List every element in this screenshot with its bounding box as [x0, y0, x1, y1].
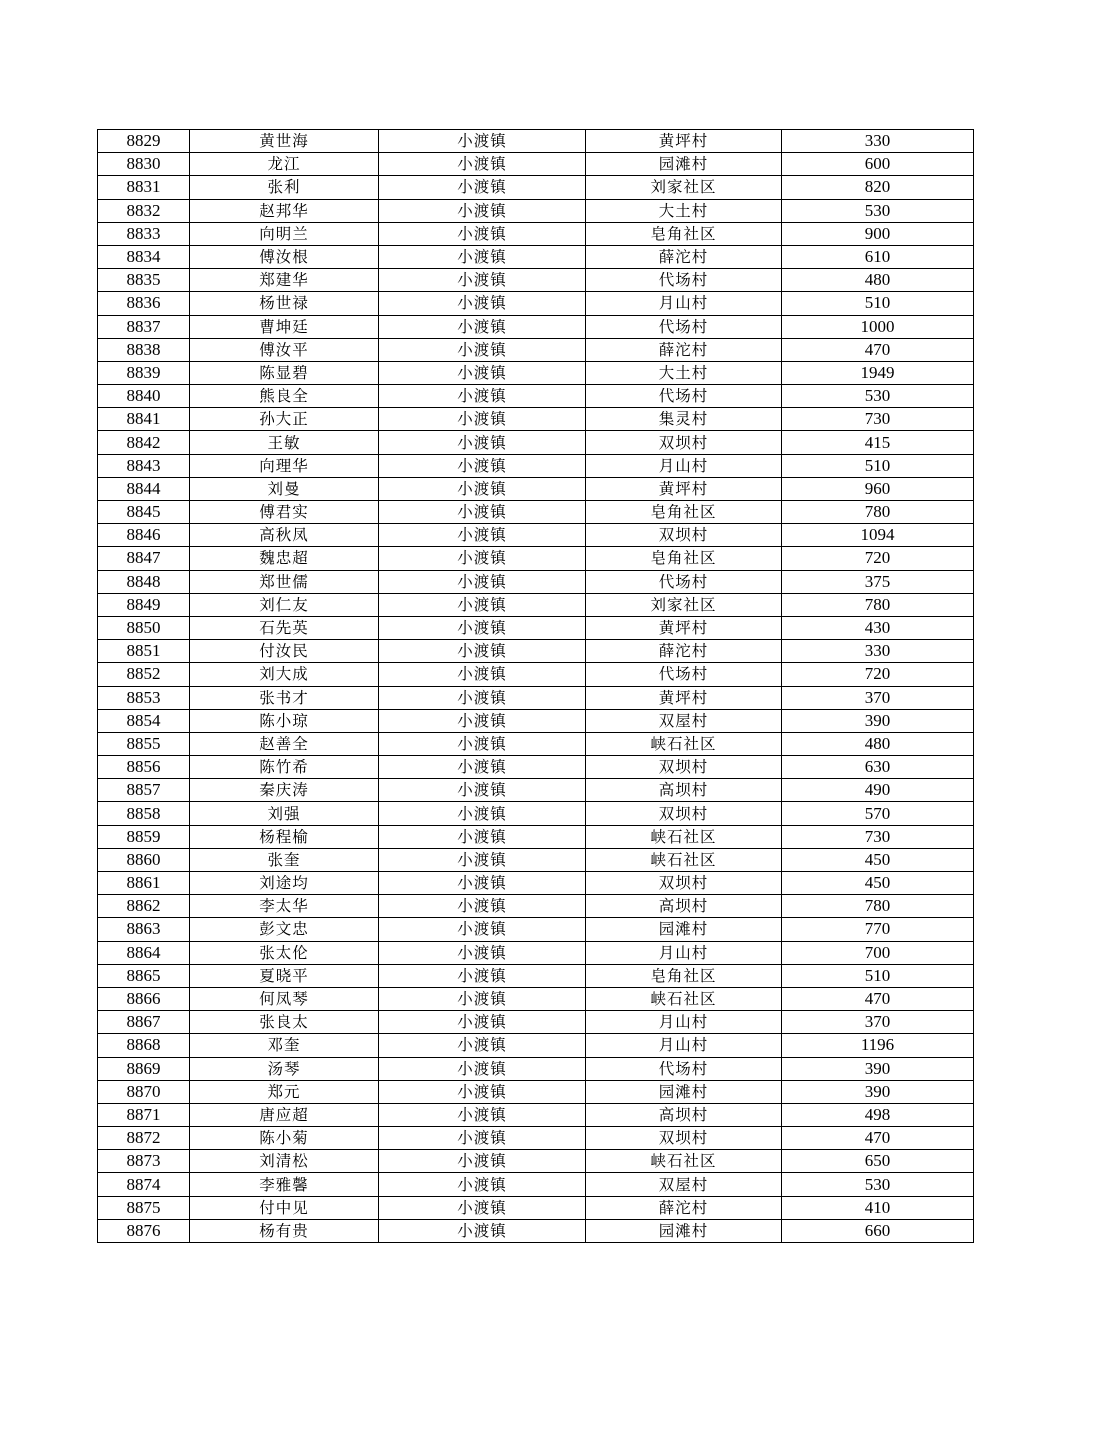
row-number-cell: 8869 — [98, 1057, 190, 1080]
amount-cell: 430 — [782, 616, 974, 639]
town-cell: 小渡镇 — [379, 454, 586, 477]
amount-cell: 530 — [782, 199, 974, 222]
village-cell: 薛沱村 — [586, 640, 782, 663]
row-number-cell: 8847 — [98, 547, 190, 570]
table-row — [98, 918, 974, 941]
table-row — [98, 1173, 974, 1196]
town-cell: 小渡镇 — [379, 987, 586, 1010]
town-cell: 小渡镇 — [379, 895, 586, 918]
table-row — [98, 431, 974, 454]
town-cell: 小渡镇 — [379, 130, 586, 153]
village-cell: 黄坪村 — [586, 477, 782, 500]
row-number-cell: 8862 — [98, 895, 190, 918]
amount-cell: 820 — [782, 176, 974, 199]
table-row — [98, 338, 974, 361]
village-cell: 代场村 — [586, 570, 782, 593]
town-cell: 小渡镇 — [379, 222, 586, 245]
name-cell: 曹坤廷 — [190, 315, 379, 338]
table-row — [98, 895, 974, 918]
amount-cell: 1196 — [782, 1034, 974, 1057]
table-row — [98, 1011, 974, 1034]
row-number-cell: 8871 — [98, 1103, 190, 1126]
row-number-cell: 8868 — [98, 1034, 190, 1057]
table-row — [98, 385, 974, 408]
amount-cell: 610 — [782, 245, 974, 268]
row-number-cell: 8870 — [98, 1080, 190, 1103]
table-row — [98, 1057, 974, 1080]
village-cell: 双屋村 — [586, 709, 782, 732]
table-row — [98, 640, 974, 663]
table-row — [98, 756, 974, 779]
name-cell: 郑元 — [190, 1080, 379, 1103]
table-row — [98, 941, 974, 964]
row-number-cell: 8875 — [98, 1196, 190, 1219]
name-cell: 刘途均 — [190, 872, 379, 895]
row-number-cell: 8854 — [98, 709, 190, 732]
row-number-cell: 8831 — [98, 176, 190, 199]
name-cell: 汤琴 — [190, 1057, 379, 1080]
name-cell: 王敏 — [190, 431, 379, 454]
row-number-cell: 8865 — [98, 964, 190, 987]
village-cell: 双坝村 — [586, 431, 782, 454]
table-row — [98, 1080, 974, 1103]
name-cell: 熊良全 — [190, 385, 379, 408]
town-cell: 小渡镇 — [379, 872, 586, 895]
table-row — [98, 709, 974, 732]
table-row — [98, 732, 974, 755]
town-cell: 小渡镇 — [379, 941, 586, 964]
table-row — [98, 547, 974, 570]
table-row — [98, 153, 974, 176]
village-cell: 双坝村 — [586, 524, 782, 547]
name-cell: 付中见 — [190, 1196, 379, 1219]
town-cell: 小渡镇 — [379, 524, 586, 547]
town-cell: 小渡镇 — [379, 547, 586, 570]
table-row — [98, 245, 974, 268]
name-cell: 傅汝根 — [190, 245, 379, 268]
name-cell: 张书才 — [190, 686, 379, 709]
table-row — [98, 1103, 974, 1126]
amount-cell: 570 — [782, 802, 974, 825]
town-cell: 小渡镇 — [379, 779, 586, 802]
name-cell: 李太华 — [190, 895, 379, 918]
name-cell: 秦庆涛 — [190, 779, 379, 802]
name-cell: 郑世儒 — [190, 570, 379, 593]
village-cell: 园滩村 — [586, 918, 782, 941]
amount-cell: 530 — [782, 385, 974, 408]
table-row — [98, 130, 974, 153]
town-cell: 小渡镇 — [379, 385, 586, 408]
table-row — [98, 872, 974, 895]
village-cell: 黄坪村 — [586, 616, 782, 639]
amount-cell: 480 — [782, 732, 974, 755]
amount-cell: 660 — [782, 1219, 974, 1242]
village-cell: 大土村 — [586, 199, 782, 222]
amount-cell: 1949 — [782, 361, 974, 384]
table-row — [98, 964, 974, 987]
amount-cell: 370 — [782, 686, 974, 709]
name-cell: 杨世禄 — [190, 292, 379, 315]
name-cell: 夏晓平 — [190, 964, 379, 987]
town-cell: 小渡镇 — [379, 292, 586, 315]
village-cell: 黄坪村 — [586, 130, 782, 153]
town-cell: 小渡镇 — [379, 964, 586, 987]
amount-cell: 630 — [782, 756, 974, 779]
name-cell: 陈小菊 — [190, 1127, 379, 1150]
table-row — [98, 269, 974, 292]
row-number-cell: 8843 — [98, 454, 190, 477]
village-cell: 月山村 — [586, 454, 782, 477]
village-cell: 皂角社区 — [586, 222, 782, 245]
village-cell: 黄坪村 — [586, 686, 782, 709]
row-number-cell: 8849 — [98, 593, 190, 616]
row-number-cell: 8874 — [98, 1173, 190, 1196]
row-number-cell: 8836 — [98, 292, 190, 315]
row-number-cell: 8873 — [98, 1150, 190, 1173]
amount-cell: 410 — [782, 1196, 974, 1219]
row-number-cell: 8850 — [98, 616, 190, 639]
name-cell: 杨有贵 — [190, 1219, 379, 1242]
name-cell: 刘曼 — [190, 477, 379, 500]
name-cell: 孙大正 — [190, 408, 379, 431]
table-row — [98, 593, 974, 616]
village-cell: 集灵村 — [586, 408, 782, 431]
town-cell: 小渡镇 — [379, 1219, 586, 1242]
amount-cell: 390 — [782, 1080, 974, 1103]
town-cell: 小渡镇 — [379, 1196, 586, 1219]
row-number-cell: 8840 — [98, 385, 190, 408]
village-cell: 刘家社区 — [586, 176, 782, 199]
row-number-cell: 8848 — [98, 570, 190, 593]
amount-cell: 510 — [782, 454, 974, 477]
village-cell: 峡石社区 — [586, 848, 782, 871]
village-cell: 高坝村 — [586, 895, 782, 918]
village-cell: 高坝村 — [586, 779, 782, 802]
row-number-cell: 8859 — [98, 825, 190, 848]
records-table — [97, 129, 974, 1243]
name-cell: 邓奎 — [190, 1034, 379, 1057]
town-cell: 小渡镇 — [379, 269, 586, 292]
village-cell: 峡石社区 — [586, 1150, 782, 1173]
amount-cell: 510 — [782, 964, 974, 987]
amount-cell: 470 — [782, 338, 974, 361]
town-cell: 小渡镇 — [379, 1034, 586, 1057]
town-cell: 小渡镇 — [379, 477, 586, 500]
name-cell: 向明兰 — [190, 222, 379, 245]
row-number-cell: 8867 — [98, 1011, 190, 1034]
town-cell: 小渡镇 — [379, 732, 586, 755]
name-cell: 杨程榆 — [190, 825, 379, 848]
row-number-cell: 8855 — [98, 732, 190, 755]
name-cell: 张利 — [190, 176, 379, 199]
amount-cell: 1000 — [782, 315, 974, 338]
town-cell: 小渡镇 — [379, 640, 586, 663]
table-row — [98, 477, 974, 500]
town-cell: 小渡镇 — [379, 756, 586, 779]
name-cell: 黄世海 — [190, 130, 379, 153]
town-cell: 小渡镇 — [379, 593, 586, 616]
amount-cell: 530 — [782, 1173, 974, 1196]
row-number-cell: 8829 — [98, 130, 190, 153]
town-cell: 小渡镇 — [379, 338, 586, 361]
town-cell: 小渡镇 — [379, 616, 586, 639]
amount-cell: 780 — [782, 593, 974, 616]
amount-cell: 330 — [782, 130, 974, 153]
amount-cell: 415 — [782, 431, 974, 454]
row-number-cell: 8838 — [98, 338, 190, 361]
name-cell: 向理华 — [190, 454, 379, 477]
name-cell: 刘强 — [190, 802, 379, 825]
amount-cell: 730 — [782, 408, 974, 431]
row-number-cell: 8832 — [98, 199, 190, 222]
amount-cell: 900 — [782, 222, 974, 245]
row-number-cell: 8851 — [98, 640, 190, 663]
amount-cell: 780 — [782, 501, 974, 524]
name-cell: 石先英 — [190, 616, 379, 639]
table-row — [98, 454, 974, 477]
row-number-cell: 8830 — [98, 153, 190, 176]
village-cell: 代场村 — [586, 385, 782, 408]
village-cell: 园滩村 — [586, 1080, 782, 1103]
village-cell: 皂角社区 — [586, 964, 782, 987]
amount-cell: 510 — [782, 292, 974, 315]
name-cell: 陈小琼 — [190, 709, 379, 732]
village-cell: 代场村 — [586, 315, 782, 338]
name-cell: 高秋凤 — [190, 524, 379, 547]
records-table-body — [98, 130, 974, 1243]
village-cell: 大土村 — [586, 361, 782, 384]
row-number-cell: 8842 — [98, 431, 190, 454]
town-cell: 小渡镇 — [379, 361, 586, 384]
amount-cell: 720 — [782, 547, 974, 570]
name-cell: 刘仁友 — [190, 593, 379, 616]
village-cell: 峡石社区 — [586, 732, 782, 755]
village-cell: 月山村 — [586, 292, 782, 315]
table-row — [98, 222, 974, 245]
row-number-cell: 8845 — [98, 501, 190, 524]
table-row — [98, 315, 974, 338]
town-cell: 小渡镇 — [379, 709, 586, 732]
row-number-cell: 8857 — [98, 779, 190, 802]
row-number-cell: 8844 — [98, 477, 190, 500]
table-row — [98, 501, 974, 524]
name-cell: 张良太 — [190, 1011, 379, 1034]
table-row — [98, 408, 974, 431]
name-cell: 彭文忠 — [190, 918, 379, 941]
table-row — [98, 1150, 974, 1173]
amount-cell: 730 — [782, 825, 974, 848]
table-row — [98, 686, 974, 709]
name-cell: 何凤琴 — [190, 987, 379, 1010]
town-cell: 小渡镇 — [379, 1103, 586, 1126]
village-cell: 月山村 — [586, 1034, 782, 1057]
amount-cell: 470 — [782, 1127, 974, 1150]
town-cell: 小渡镇 — [379, 1011, 586, 1034]
village-cell: 薛沱村 — [586, 338, 782, 361]
table-row — [98, 825, 974, 848]
row-number-cell: 8856 — [98, 756, 190, 779]
name-cell: 张奎 — [190, 848, 379, 871]
name-cell: 魏忠超 — [190, 547, 379, 570]
name-cell: 傅汝平 — [190, 338, 379, 361]
town-cell: 小渡镇 — [379, 431, 586, 454]
amount-cell: 1094 — [782, 524, 974, 547]
amount-cell: 498 — [782, 1103, 974, 1126]
village-cell: 代场村 — [586, 1057, 782, 1080]
name-cell: 刘清松 — [190, 1150, 379, 1173]
name-cell: 傅君实 — [190, 501, 379, 524]
name-cell: 李雅馨 — [190, 1173, 379, 1196]
town-cell: 小渡镇 — [379, 315, 586, 338]
amount-cell: 470 — [782, 987, 974, 1010]
amount-cell: 390 — [782, 1057, 974, 1080]
name-cell: 陈竹希 — [190, 756, 379, 779]
row-number-cell: 8858 — [98, 802, 190, 825]
table-row — [98, 802, 974, 825]
row-number-cell: 8861 — [98, 872, 190, 895]
town-cell: 小渡镇 — [379, 802, 586, 825]
row-number-cell: 8852 — [98, 663, 190, 686]
row-number-cell: 8837 — [98, 315, 190, 338]
village-cell: 园滩村 — [586, 153, 782, 176]
table-row — [98, 570, 974, 593]
town-cell: 小渡镇 — [379, 501, 586, 524]
row-number-cell: 8833 — [98, 222, 190, 245]
village-cell: 月山村 — [586, 941, 782, 964]
amount-cell: 770 — [782, 918, 974, 941]
name-cell: 郑建华 — [190, 269, 379, 292]
name-cell: 龙江 — [190, 153, 379, 176]
town-cell: 小渡镇 — [379, 1173, 586, 1196]
village-cell: 薛沱村 — [586, 245, 782, 268]
amount-cell: 490 — [782, 779, 974, 802]
row-number-cell: 8841 — [98, 408, 190, 431]
table-row — [98, 987, 974, 1010]
amount-cell: 700 — [782, 941, 974, 964]
town-cell: 小渡镇 — [379, 686, 586, 709]
name-cell: 赵邦华 — [190, 199, 379, 222]
amount-cell: 450 — [782, 872, 974, 895]
table-row — [98, 1127, 974, 1150]
village-cell: 双坝村 — [586, 872, 782, 895]
amount-cell: 450 — [782, 848, 974, 871]
village-cell: 园滩村 — [586, 1219, 782, 1242]
village-cell: 双坝村 — [586, 1127, 782, 1150]
row-number-cell: 8866 — [98, 987, 190, 1010]
town-cell: 小渡镇 — [379, 176, 586, 199]
village-cell: 皂角社区 — [586, 501, 782, 524]
row-number-cell: 8864 — [98, 941, 190, 964]
amount-cell: 480 — [782, 269, 974, 292]
table-row — [98, 199, 974, 222]
row-number-cell: 8846 — [98, 524, 190, 547]
town-cell: 小渡镇 — [379, 570, 586, 593]
row-number-cell: 8876 — [98, 1219, 190, 1242]
amount-cell: 375 — [782, 570, 974, 593]
town-cell: 小渡镇 — [379, 1127, 586, 1150]
name-cell: 唐应超 — [190, 1103, 379, 1126]
town-cell: 小渡镇 — [379, 825, 586, 848]
table-row — [98, 1219, 974, 1242]
town-cell: 小渡镇 — [379, 1080, 586, 1103]
town-cell: 小渡镇 — [379, 1150, 586, 1173]
table-row — [98, 616, 974, 639]
table-row — [98, 292, 974, 315]
row-number-cell: 8863 — [98, 918, 190, 941]
row-number-cell: 8839 — [98, 361, 190, 384]
name-cell: 刘大成 — [190, 663, 379, 686]
amount-cell: 330 — [782, 640, 974, 663]
table-row — [98, 779, 974, 802]
town-cell: 小渡镇 — [379, 663, 586, 686]
row-number-cell: 8835 — [98, 269, 190, 292]
name-cell: 陈显碧 — [190, 361, 379, 384]
table-row — [98, 848, 974, 871]
table-row — [98, 361, 974, 384]
town-cell: 小渡镇 — [379, 918, 586, 941]
village-cell: 双坝村 — [586, 756, 782, 779]
village-cell: 代场村 — [586, 269, 782, 292]
table-row — [98, 176, 974, 199]
name-cell: 付汝民 — [190, 640, 379, 663]
name-cell: 张太伦 — [190, 941, 379, 964]
table-row — [98, 663, 974, 686]
village-cell: 高坝村 — [586, 1103, 782, 1126]
amount-cell: 780 — [782, 895, 974, 918]
village-cell: 峡石社区 — [586, 825, 782, 848]
town-cell: 小渡镇 — [379, 199, 586, 222]
village-cell: 月山村 — [586, 1011, 782, 1034]
amount-cell: 600 — [782, 153, 974, 176]
town-cell: 小渡镇 — [379, 245, 586, 268]
row-number-cell: 8834 — [98, 245, 190, 268]
row-number-cell: 8853 — [98, 686, 190, 709]
amount-cell: 720 — [782, 663, 974, 686]
village-cell: 皂角社区 — [586, 547, 782, 570]
amount-cell: 960 — [782, 477, 974, 500]
town-cell: 小渡镇 — [379, 408, 586, 431]
village-cell: 峡石社区 — [586, 987, 782, 1010]
table-row — [98, 524, 974, 547]
row-number-cell: 8860 — [98, 848, 190, 871]
name-cell: 赵善全 — [190, 732, 379, 755]
table-row — [98, 1196, 974, 1219]
row-number-cell: 8872 — [98, 1127, 190, 1150]
town-cell: 小渡镇 — [379, 1057, 586, 1080]
amount-cell: 390 — [782, 709, 974, 732]
village-cell: 薛沱村 — [586, 1196, 782, 1219]
town-cell: 小渡镇 — [379, 153, 586, 176]
village-cell: 刘家社区 — [586, 593, 782, 616]
town-cell: 小渡镇 — [379, 848, 586, 871]
amount-cell: 650 — [782, 1150, 974, 1173]
village-cell: 双坝村 — [586, 802, 782, 825]
village-cell: 代场村 — [586, 663, 782, 686]
amount-cell: 370 — [782, 1011, 974, 1034]
village-cell: 双屋村 — [586, 1173, 782, 1196]
table-row — [98, 1034, 974, 1057]
